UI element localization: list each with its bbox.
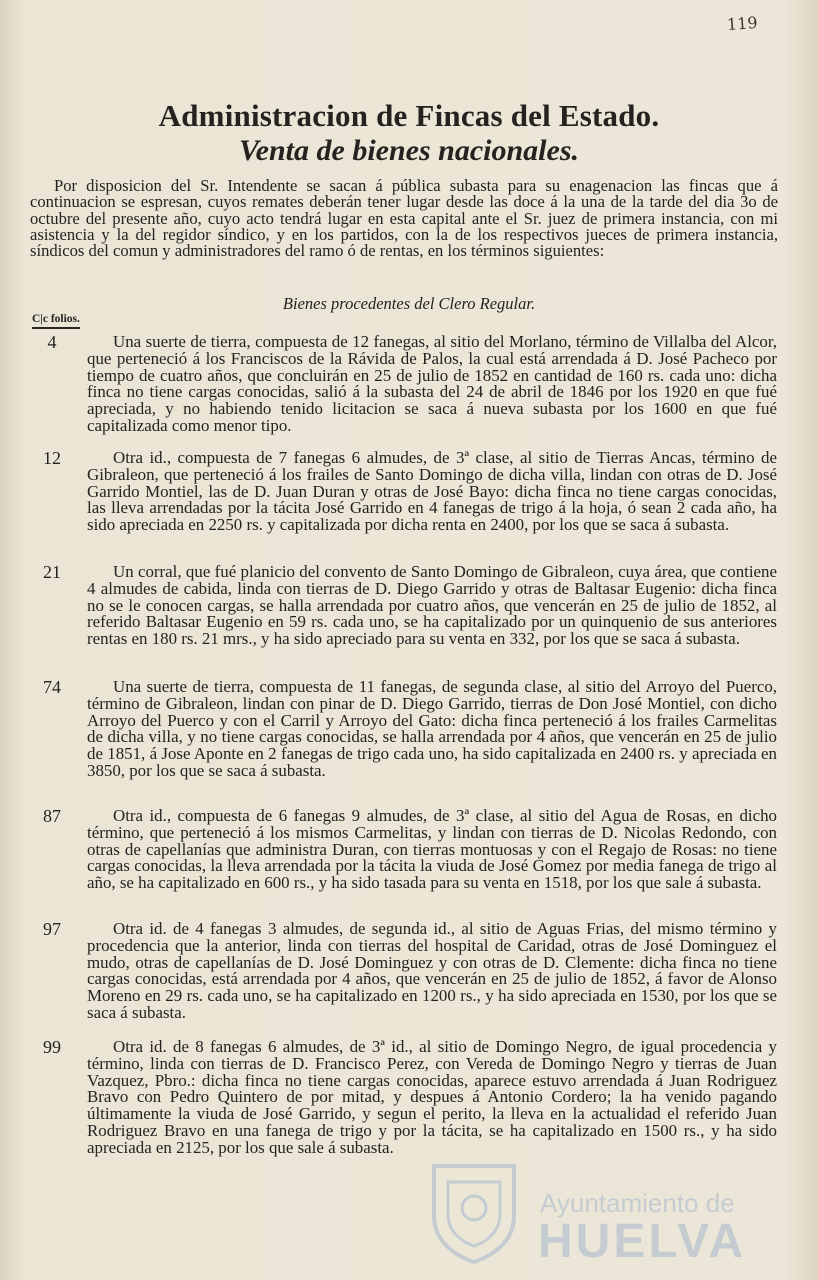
entry-folio-number: 12 xyxy=(43,448,61,468)
entry-text: Un corral, que fué planicio del convento de Santo Domingo de Gibraleon, cuya área, que contiene 4 almudes de cabida, linda con tierras de D. Diego Garrido y otras de Baltasar Eugenio: dicha finca no se le conocen cargas, se halla arrendada por cuatro años, que vencerán en 25 de julio de 1852, al referido Baltasar Eugenio en 59 rs. cada uno, se ha capitalizado por un quinquenio de sus anteriores rentas en 180 rs. 21 mrs., y ha sido apreciado para su venta en 332, por los que se saca á subasta. xyxy=(87,562,777,649)
handwritten-folio-number: 119 xyxy=(726,12,759,35)
entry-text: Otra id. de 8 fanegas 6 almudes, de 3ª id., al sitio de Domingo Negro, de igual procedencia y término, linda con tierras de D. Francisco Perez, con Vereda de Domingo Negro y tierras de Juan Vazquez, Pbro.: dicha finca no tiene cargas conocidas, aparece estuvo arrendada á Juan Rodriguez Bravo con Pedro Quintero de por mitad, y despues á Antonio Cordero; la ha venido pagando últimamente la viuda de José Garrido, y segun el perito, la lleva en la actualidad el referido Juan Rodriguez Bravo en una fanega de trigo y por la tácita, se ha capitalizado en 1500 rs., y ha sido apreciada en 2125, por los que sale á subasta. xyxy=(87,1037,777,1157)
entry-folio-number: 87 xyxy=(43,806,61,826)
entry-text: Otra id., compuesta de 7 fanegas 6 almudes, de 3ª clase, al sitio de Tierras Ancas, término de Gibraleon, que perteneció á los frailes de Santo Domingo de dicha villa, lindan con otras de D. José Garrido Montiel, las de D. Juan Duran y otras de José Bayo: dicha finca no tiene cargas conocidas, las lleva arrendadas por la tácita José Garrido en 4 fanegas de trigo á la hoja, ó sean 2 cada año, ha sido apreciada en 2250 rs. y capitalizada por dicha renta en 2400, por los que se saca á subasta. xyxy=(87,448,777,535)
entry-folio-number: 99 xyxy=(43,1037,61,1057)
entry-text: Una suerte de tierra, compuesta de 11 fanegas, de segunda clase, al sitio del Arroyo del Puerco, término de Gibraleon, lindan con pinar de D. Diego Garrido, tierras de Don José Montiel, con dicho Arroyo del Puerco y con el Carril y Arroyo del Gato: dicha finca perteneció á los frailes Carmelitas de dicha villa, y no tiene cargas conocidas, se halla arrendada por 4 años, que vencerán en 25 de julio de 1851, á Jose Aponte en 2 fanegas de trigo cada uno, ha sido capitalizada en 2400 rs. y apreciada en 3850, por los que se saca á subasta. xyxy=(87,677,777,780)
section-heading: Bienes procedentes del Clero Regular. xyxy=(282,294,536,313)
folio-column-header: C|c folios. xyxy=(32,313,80,329)
entry-text: Otra id., compuesta de 6 fanegas 9 almudes, de 3ª clase, al sitio del Agua de Rosas, en dicho término, que perteneció á los mismos Carmelitas, y lindan con tierras de D. Nicolas Redondo, con otras de capellanías que administra Duran, con tierras montuosas y con el Regajo de Rosas: no tiene cargas conocidas, la lleva arrendada por la tácita la viuda de José Gomez por media fanega de trigo al año, se ha capitalizado en 600 rs., y ha sido tasada para su venta en 1518, por los que sale á subasta. xyxy=(87,806,777,893)
entry-text: Otra id. de 4 fanegas 3 almudes, de segunda id., al sitio de Aguas Frias, del mismo término y procedencia que la anterior, linda con tierras del hospital de Caridad, otras de José Dominguez el mudo, otras de capellanías de D. José Dominguez y con otras de D. Clemente: dicha finca no tiene cargas conocidas, está arrendada por 4 años, que vencerán en 25 de julio de 1852, á favor de Alonso Moreno en 29 rs. cada uno, se ha capitalizado en 1200 rs., y ha sido apreciada en 1530, por los que se saca á subasta. xyxy=(87,919,777,1022)
intro-paragraph: Por disposicion del Sr. Intendente se sacan á pública subasta para su enagenacion las fincas que á continuacion se espresan, cuyos remates deberán tener lugar desde las doce á la una de la tarde del dia 3o de octubre del presente año, cuyo acto tendrá lugar en esta capital ante el Sr. juez de primera instancia, con mi asistencia y la del regidor síndico, y en los partidos, con la de los respectivos jueces de primera instancia, síndicos del comun y administradores del ramo ó de rentas, en los términos siguientes: xyxy=(30,176,778,261)
archive-watermark xyxy=(428,1160,788,1270)
document-subtitle: Venta de bienes nacionales. xyxy=(238,134,579,167)
entry-folio-number: 74 xyxy=(43,677,61,697)
watermark-line1: Ayuntamiento de xyxy=(540,1188,735,1218)
entry-folio-number: 21 xyxy=(43,562,61,582)
coat-of-arms-icon xyxy=(428,1160,520,1264)
watermark-line2: HUELVA xyxy=(538,1215,747,1268)
entry-folio-number: 4 xyxy=(47,332,57,352)
entry-text: Una suerte de tierra, compuesta de 12 fanegas, al sitio del Morlano, término de Villalba del Alcor, que perteneció á los Franciscos de la Rávida de Palos, la cual está arrendada á D. José Pacheco por tiempo de cuatro años, que concluirán en 25 de julio de 1852 en cantidad de 160 rs. cada uno: dicha finca no tiene cargas conocidas, salió á la subasta del 24 de abril de 1846 por los 1920 en que fué apreciada, y no habiendo tenido licitacion se saca á nueva subasta por los 1600 en que fué capitalizada como menor tipo. xyxy=(87,332,777,435)
entry-folio-number: 97 xyxy=(43,919,61,939)
document-title: Administracion de Fincas del Estado. xyxy=(158,98,660,133)
